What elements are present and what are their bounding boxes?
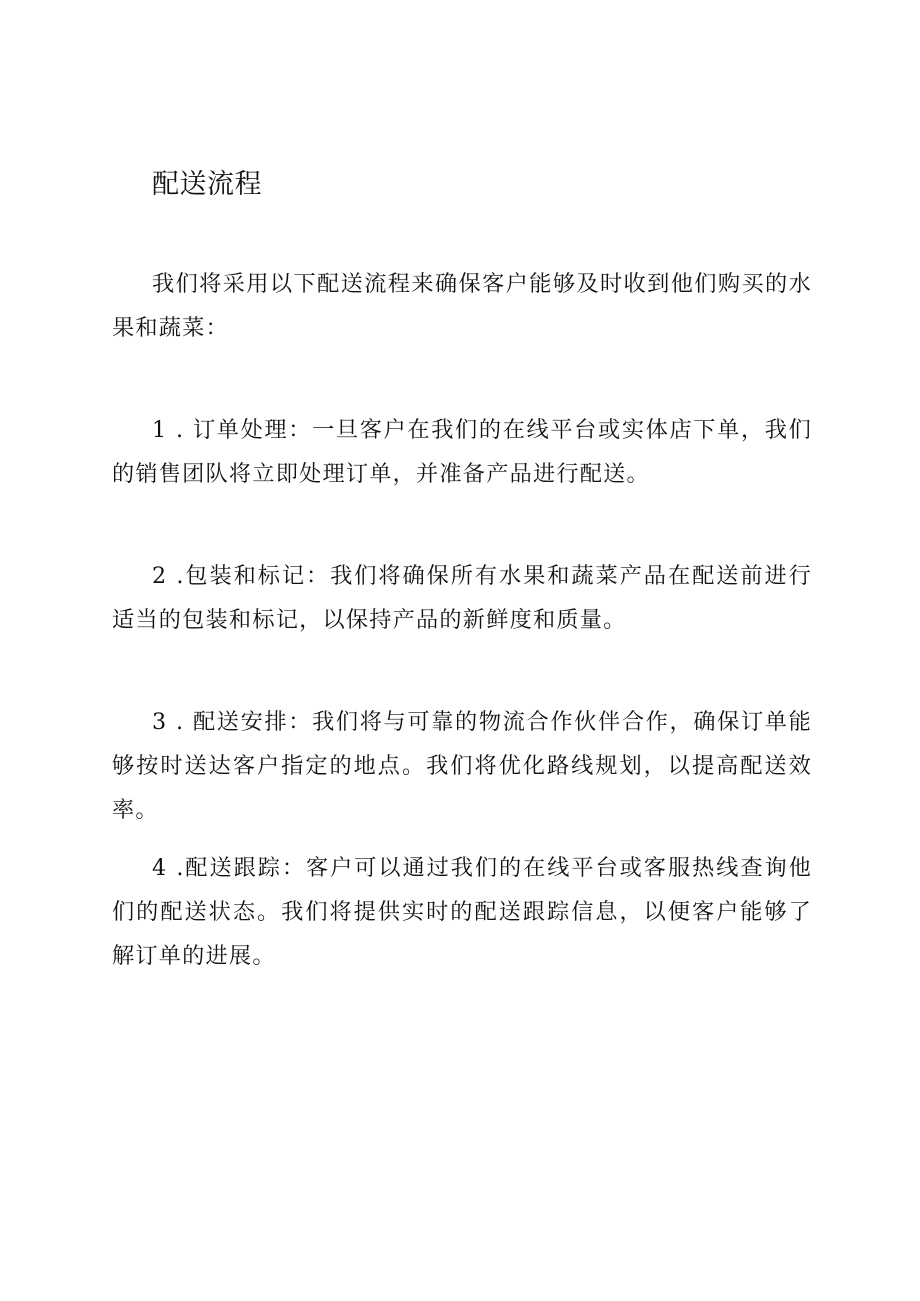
step-delivery-tracking: 4 .配送跟踪：客户可以通过我们的在线平台或客服热线查询他们的配送状态。我们将提供实时的配送跟踪信息，以便客户能够了解订单的进展。 bbox=[112, 855, 812, 969]
intro-paragraph: 我们将采用以下配送流程来确保客户能够及时收到他们购买的水果和蔬菜： bbox=[112, 271, 812, 341]
section-heading: 配送流程 bbox=[152, 169, 262, 200]
step-order-processing: 1 . 订单处理：一旦客户在我们的在线平台或实体店下单，我们的销售团队将立即处理订单，并准备产品进行配送。 bbox=[112, 417, 812, 487]
step-packaging-labeling: 2 .包装和标记：我们将确保所有水果和蔬菜产品在配送前进行适当的包装和标记，以保持产品的新鲜度和质量。 bbox=[112, 563, 812, 633]
step-delivery-arrangement: 3 . 配送安排：我们将与可靠的物流合作伙伴合作，确保订单能够按时送达客户指定的地点。我们将优化路线规划，以提高配送效率。 bbox=[112, 709, 812, 823]
